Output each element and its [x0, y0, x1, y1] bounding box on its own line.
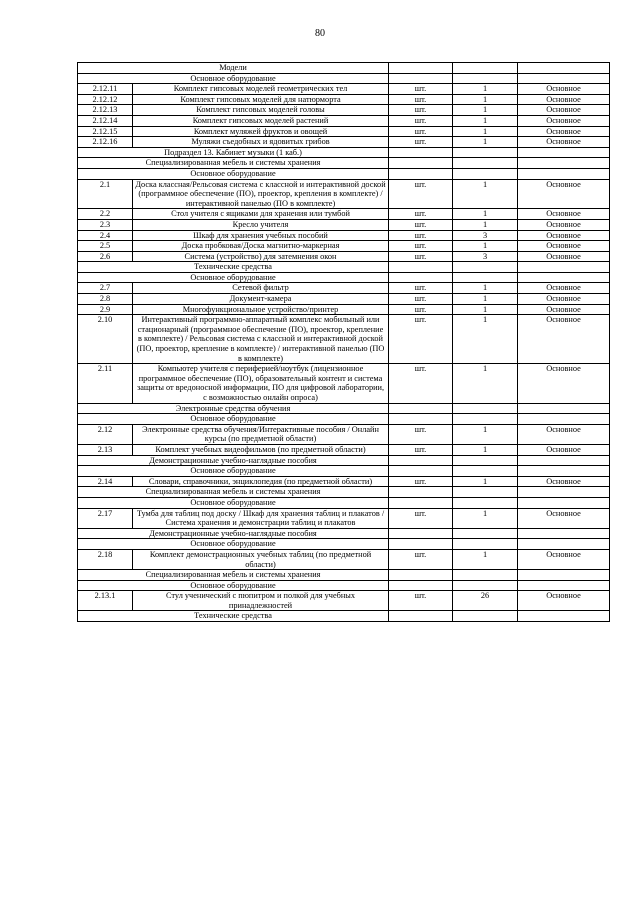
- item-quantity: 1: [453, 364, 518, 403]
- section-header-row: [78, 528, 610, 539]
- empty-cell: [389, 63, 453, 74]
- item-quantity: 1: [453, 115, 518, 126]
- section-title: Основное оборудование: [78, 414, 389, 425]
- empty-cell: [453, 168, 518, 179]
- item-quantity: 1: [453, 304, 518, 315]
- item-unit: шт.: [389, 241, 453, 252]
- empty-cell: [453, 487, 518, 498]
- item-name: Система (устройство) для затемнения окон: [133, 251, 389, 262]
- item-unit: шт.: [389, 315, 453, 364]
- item-kind: Основное: [518, 476, 610, 487]
- item-kind: Основное: [518, 251, 610, 262]
- empty-cell: [453, 63, 518, 74]
- section-header-row: [78, 414, 610, 425]
- table-row: [78, 315, 610, 364]
- item-kind: Основное: [518, 126, 610, 137]
- item-number: 2.13: [78, 444, 133, 455]
- item-unit: шт.: [389, 424, 453, 444]
- page-number: 80: [315, 28, 325, 39]
- item-quantity: 1: [453, 179, 518, 209]
- empty-cell: [389, 168, 453, 179]
- empty-cell: [389, 528, 453, 539]
- table-row: [78, 549, 610, 569]
- empty-cell: [389, 455, 453, 466]
- empty-cell: [518, 455, 610, 466]
- item-name: Многофункциональное устройство/принтер: [133, 304, 389, 315]
- empty-cell: [453, 403, 518, 414]
- section-title: Основное оборудование: [78, 497, 389, 508]
- section-title: Специализированная мебель и системы хранения: [78, 570, 389, 581]
- item-number: 2.18: [78, 549, 133, 569]
- item-number: 2.8: [78, 294, 133, 305]
- table-row: [78, 105, 610, 116]
- item-number: 2.12.16: [78, 137, 133, 148]
- item-name: Комплект гипсовых моделей растений: [133, 115, 389, 126]
- empty-cell: [518, 73, 610, 84]
- table-row: [78, 241, 610, 252]
- item-name: Тумба для таблиц под доску / Шкаф для хранения таблиц и плакатов / Система хранения и демонстрации таблиц и плакатов: [133, 508, 389, 528]
- empty-cell: [453, 73, 518, 84]
- empty-cell: [518, 528, 610, 539]
- empty-cell: [453, 455, 518, 466]
- item-unit: шт.: [389, 179, 453, 209]
- section-title: Технические средства: [78, 262, 389, 273]
- item-kind: Основное: [518, 137, 610, 148]
- item-quantity: 1: [453, 126, 518, 137]
- item-unit: шт.: [389, 364, 453, 403]
- empty-cell: [518, 487, 610, 498]
- item-kind: Основное: [518, 364, 610, 403]
- item-unit: шт.: [389, 508, 453, 528]
- item-name: Сетевой фильтр: [133, 283, 389, 294]
- item-number: 2.6: [78, 251, 133, 262]
- section-title: Электронные средства обучения: [78, 403, 389, 414]
- item-unit: шт.: [389, 444, 453, 455]
- empty-cell: [453, 497, 518, 508]
- item-number: 2.1: [78, 179, 133, 209]
- item-quantity: 1: [453, 137, 518, 148]
- item-name: Стол учителя с ящиками для хранения или тумбой: [133, 209, 389, 220]
- item-kind: Основное: [518, 105, 610, 116]
- item-name: Комплект учебных видеофильмов (по предметной области): [133, 444, 389, 455]
- section-title: Технические средства: [78, 611, 389, 622]
- section-title: Основное оборудование: [78, 466, 389, 477]
- empty-cell: [389, 466, 453, 477]
- item-name: Документ-камера: [133, 294, 389, 305]
- item-kind: Основное: [518, 84, 610, 95]
- section-title: Основное оборудование: [78, 168, 389, 179]
- empty-cell: [518, 611, 610, 622]
- item-kind: Основное: [518, 115, 610, 126]
- item-unit: шт.: [389, 137, 453, 148]
- empty-cell: [518, 466, 610, 477]
- item-number: 2.2: [78, 209, 133, 220]
- item-name: Комплект муляжей фруктов и овощей: [133, 126, 389, 137]
- item-quantity: 1: [453, 315, 518, 364]
- section-title: Модели: [78, 63, 389, 74]
- section-header-row: [78, 272, 610, 283]
- section-header-row: [78, 497, 610, 508]
- section-title: Основное оборудование: [78, 580, 389, 591]
- empty-cell: [453, 539, 518, 550]
- section-title: Подраздел 13. Кабинет музыки (1 каб.): [78, 147, 389, 158]
- table-row: [78, 230, 610, 241]
- empty-cell: [389, 73, 453, 84]
- item-quantity: 1: [453, 444, 518, 455]
- section-header-row: [78, 539, 610, 550]
- table-row: [78, 94, 610, 105]
- empty-cell: [453, 147, 518, 158]
- item-unit: шт.: [389, 283, 453, 294]
- empty-cell: [389, 497, 453, 508]
- section-header-row: [78, 168, 610, 179]
- item-kind: Основное: [518, 219, 610, 230]
- table-row: [78, 251, 610, 262]
- item-quantity: 1: [453, 283, 518, 294]
- item-number: 2.12.13: [78, 105, 133, 116]
- empty-cell: [518, 414, 610, 425]
- table-row: [78, 444, 610, 455]
- empty-cell: [389, 158, 453, 169]
- item-unit: шт.: [389, 94, 453, 105]
- item-kind: Основное: [518, 241, 610, 252]
- empty-cell: [389, 272, 453, 283]
- table-row: [78, 179, 610, 209]
- section-header-row: [78, 580, 610, 591]
- item-number: 2.11: [78, 364, 133, 403]
- item-quantity: 1: [453, 219, 518, 230]
- table-row: [78, 209, 610, 220]
- item-quantity: 3: [453, 251, 518, 262]
- item-number: 2.12.12: [78, 94, 133, 105]
- section-title: Демонстрационные учебно-наглядные пособия: [78, 528, 389, 539]
- item-name: Шкаф для хранения учебных пособий: [133, 230, 389, 241]
- item-number: 2.12.14: [78, 115, 133, 126]
- section-header-row: [78, 158, 610, 169]
- item-name: Кресло учителя: [133, 219, 389, 230]
- empty-cell: [453, 570, 518, 581]
- item-kind: Основное: [518, 304, 610, 315]
- item-unit: шт.: [389, 251, 453, 262]
- table-row: [78, 219, 610, 230]
- table-row: [78, 294, 610, 305]
- item-number: 2.12: [78, 424, 133, 444]
- section-title: Специализированная мебель и системы хранения: [78, 487, 389, 498]
- section-title: Демонстрационные учебно-наглядные пособия: [78, 455, 389, 466]
- item-kind: Основное: [518, 549, 610, 569]
- section-title: Основное оборудование: [78, 272, 389, 283]
- item-number: 2.14: [78, 476, 133, 487]
- item-kind: Основное: [518, 94, 610, 105]
- item-kind: Основное: [518, 294, 610, 305]
- table-row: [78, 424, 610, 444]
- item-number: 2.4: [78, 230, 133, 241]
- item-name: Комплект гипсовых моделей для натюрморта: [133, 94, 389, 105]
- section-header-row: [78, 611, 610, 622]
- table-row: [78, 476, 610, 487]
- empty-cell: [453, 262, 518, 273]
- section-header-row: [78, 403, 610, 414]
- empty-cell: [518, 539, 610, 550]
- item-number: 2.9: [78, 304, 133, 315]
- empty-cell: [453, 414, 518, 425]
- item-number: 2.13.1: [78, 591, 133, 611]
- empty-cell: [453, 528, 518, 539]
- empty-cell: [518, 497, 610, 508]
- item-kind: Основное: [518, 315, 610, 364]
- item-name: Доска классная/Рельсовая система с классной и интерактивной доской (программное обеспечение (ПО), проектор, крепления в комплекте) / интерактивной панелью (ПО в комплекте): [133, 179, 389, 209]
- item-name: Словари, справочники, энциклопедия (по предметной области): [133, 476, 389, 487]
- item-number: 2.17: [78, 508, 133, 528]
- item-name: Комплект демонстрационных учебных таблиц (по предметной области): [133, 549, 389, 569]
- empty-cell: [453, 272, 518, 283]
- section-header-row: [78, 466, 610, 477]
- section-header-row: [78, 455, 610, 466]
- item-unit: шт.: [389, 219, 453, 230]
- table-row: [78, 364, 610, 403]
- item-quantity: 3: [453, 230, 518, 241]
- empty-cell: [518, 168, 610, 179]
- item-quantity: 1: [453, 294, 518, 305]
- item-unit: шт.: [389, 230, 453, 241]
- item-kind: Основное: [518, 591, 610, 611]
- item-kind: Основное: [518, 283, 610, 294]
- table-row: [78, 304, 610, 315]
- item-quantity: 26: [453, 591, 518, 611]
- item-unit: шт.: [389, 115, 453, 126]
- section-header-row: [78, 262, 610, 273]
- item-name: Доска пробковая/Доска магнитно-маркерная: [133, 241, 389, 252]
- section-title: Основное оборудование: [78, 539, 389, 550]
- item-number: 2.12.11: [78, 84, 133, 95]
- item-unit: шт.: [389, 549, 453, 569]
- item-unit: шт.: [389, 84, 453, 95]
- item-quantity: 1: [453, 84, 518, 95]
- item-quantity: 1: [453, 508, 518, 528]
- item-name: Электронные средства обучения/Интерактивные пособия / Онлайн курсы (по предметной области): [133, 424, 389, 444]
- equipment-table: [77, 62, 610, 622]
- table-row: [78, 115, 610, 126]
- item-kind: Основное: [518, 424, 610, 444]
- item-number: 2.5: [78, 241, 133, 252]
- item-quantity: 1: [453, 476, 518, 487]
- empty-cell: [518, 262, 610, 273]
- section-header-row: [78, 487, 610, 498]
- equipment-table-body: [78, 63, 610, 622]
- empty-cell: [389, 403, 453, 414]
- item-kind: Основное: [518, 444, 610, 455]
- empty-cell: [389, 147, 453, 158]
- empty-cell: [389, 611, 453, 622]
- empty-cell: [389, 570, 453, 581]
- item-name: Комплект гипсовых моделей головы: [133, 105, 389, 116]
- item-number: 2.7: [78, 283, 133, 294]
- item-unit: шт.: [389, 304, 453, 315]
- empty-cell: [389, 262, 453, 273]
- item-unit: шт.: [389, 591, 453, 611]
- item-number: 2.10: [78, 315, 133, 364]
- item-quantity: 1: [453, 209, 518, 220]
- item-number: 2.3: [78, 219, 133, 230]
- empty-cell: [389, 414, 453, 425]
- item-unit: шт.: [389, 209, 453, 220]
- empty-cell: [389, 580, 453, 591]
- section-header-row: [78, 570, 610, 581]
- empty-cell: [518, 158, 610, 169]
- item-unit: шт.: [389, 476, 453, 487]
- item-name: Интерактивный программно-аппаратный комплекс мобильный или стационарный (программное обеспечение (ПО), проектор, крепление в комплекте) / Рельсовая система с классной и интерактивной доской (ПО, проектор, крепление в комплекте) / интерактивной панелью (ПО в комплекте): [133, 315, 389, 364]
- empty-cell: [453, 611, 518, 622]
- item-name: Стул ученический с пюпитром и полкой для учебных принадлежностей: [133, 591, 389, 611]
- empty-cell: [518, 63, 610, 74]
- item-name: Комплект гипсовых моделей геометрических тел: [133, 84, 389, 95]
- item-kind: Основное: [518, 179, 610, 209]
- empty-cell: [518, 570, 610, 581]
- item-unit: шт.: [389, 105, 453, 116]
- empty-cell: [389, 487, 453, 498]
- item-quantity: 1: [453, 105, 518, 116]
- table-row: [78, 126, 610, 137]
- section-title: Специализированная мебель и системы хранения: [78, 158, 389, 169]
- empty-cell: [518, 272, 610, 283]
- item-kind: Основное: [518, 230, 610, 241]
- section-title: Основное оборудование: [78, 73, 389, 84]
- empty-cell: [453, 158, 518, 169]
- item-name: Компьютер учителя с периферией/ноутбук (лицензионное программное обеспечение (ПО), образовательный контент и система защиты от вредоносной информации, ПО для цифровой лаборатории, с возможностью онлайн опроса): [133, 364, 389, 403]
- section-header-row: [78, 147, 610, 158]
- empty-cell: [518, 403, 610, 414]
- item-name: Муляжи съедобных и ядовитых грибов: [133, 137, 389, 148]
- table-row: [78, 137, 610, 148]
- empty-cell: [453, 466, 518, 477]
- item-quantity: 1: [453, 241, 518, 252]
- item-kind: Основное: [518, 508, 610, 528]
- section-header-row: [78, 73, 610, 84]
- empty-cell: [453, 580, 518, 591]
- empty-cell: [518, 580, 610, 591]
- item-kind: Основное: [518, 209, 610, 220]
- table-row: [78, 508, 610, 528]
- item-unit: шт.: [389, 294, 453, 305]
- item-quantity: 1: [453, 549, 518, 569]
- item-number: 2.12.15: [78, 126, 133, 137]
- item-unit: шт.: [389, 126, 453, 137]
- table-row: [78, 283, 610, 294]
- table-row: [78, 84, 610, 95]
- empty-cell: [389, 539, 453, 550]
- item-quantity: 1: [453, 424, 518, 444]
- section-header-row: [78, 63, 610, 74]
- empty-cell: [518, 147, 610, 158]
- item-quantity: 1: [453, 94, 518, 105]
- table-row: [78, 591, 610, 611]
